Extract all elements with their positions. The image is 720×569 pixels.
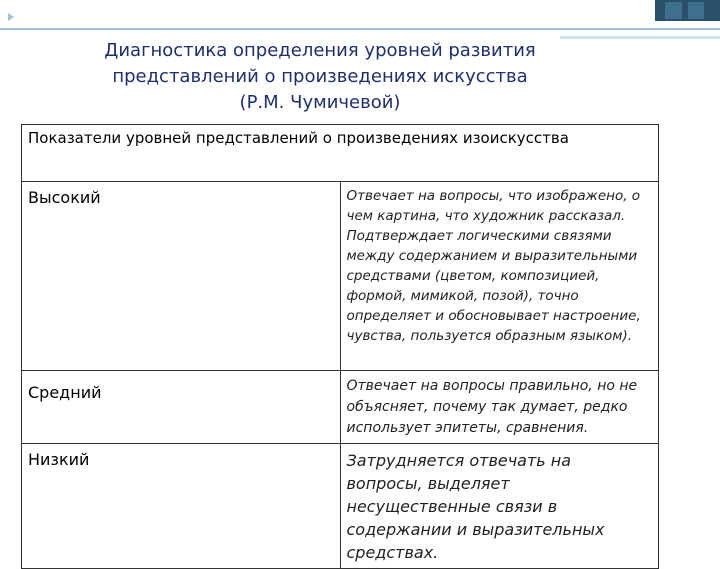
title-line-1: Диагностика определения уровней развития [104,40,536,61]
header-square-left [665,2,682,19]
level-name: Низкий [22,444,341,569]
table-header-row [22,125,659,182]
table-row [22,444,659,569]
level-description: Отвечает на вопросы правильно, но не объясняет, почему так думает, редко использует эпитеты, сравнения. [340,371,659,444]
slide-title [60,38,580,116]
level-description: Затрудняется отвечать на вопросы, выделяет несущественные связи в содержании и выразительных средствах. [340,444,659,569]
table-row [22,182,659,371]
level-name: Высокий [22,182,341,371]
title-line-2: представлений о произведениях искусства [112,66,528,87]
header-divider-line [0,28,720,30]
header-accent-line [560,36,720,39]
slide-marker-icon [8,13,14,21]
level-name: Средний [22,371,341,444]
table-row [22,371,659,444]
title-line-3: (Р.М. Чумичевой) [239,92,401,113]
levels-table [21,124,659,569]
header-square-right [688,2,704,19]
level-description: Отвечает на вопросы, что изображено, о чем картина, что художник рассказал. Подтверждает логическими связями между содержанием и выразительными средствами (цветом, композицией, формой, мимикой, позой), точно определяет и обосновывает настроение, чувства, пользуется образным языком). [346,188,641,344]
table-header: Показатели уровней представлений о произведениях изоискусства [22,125,659,182]
